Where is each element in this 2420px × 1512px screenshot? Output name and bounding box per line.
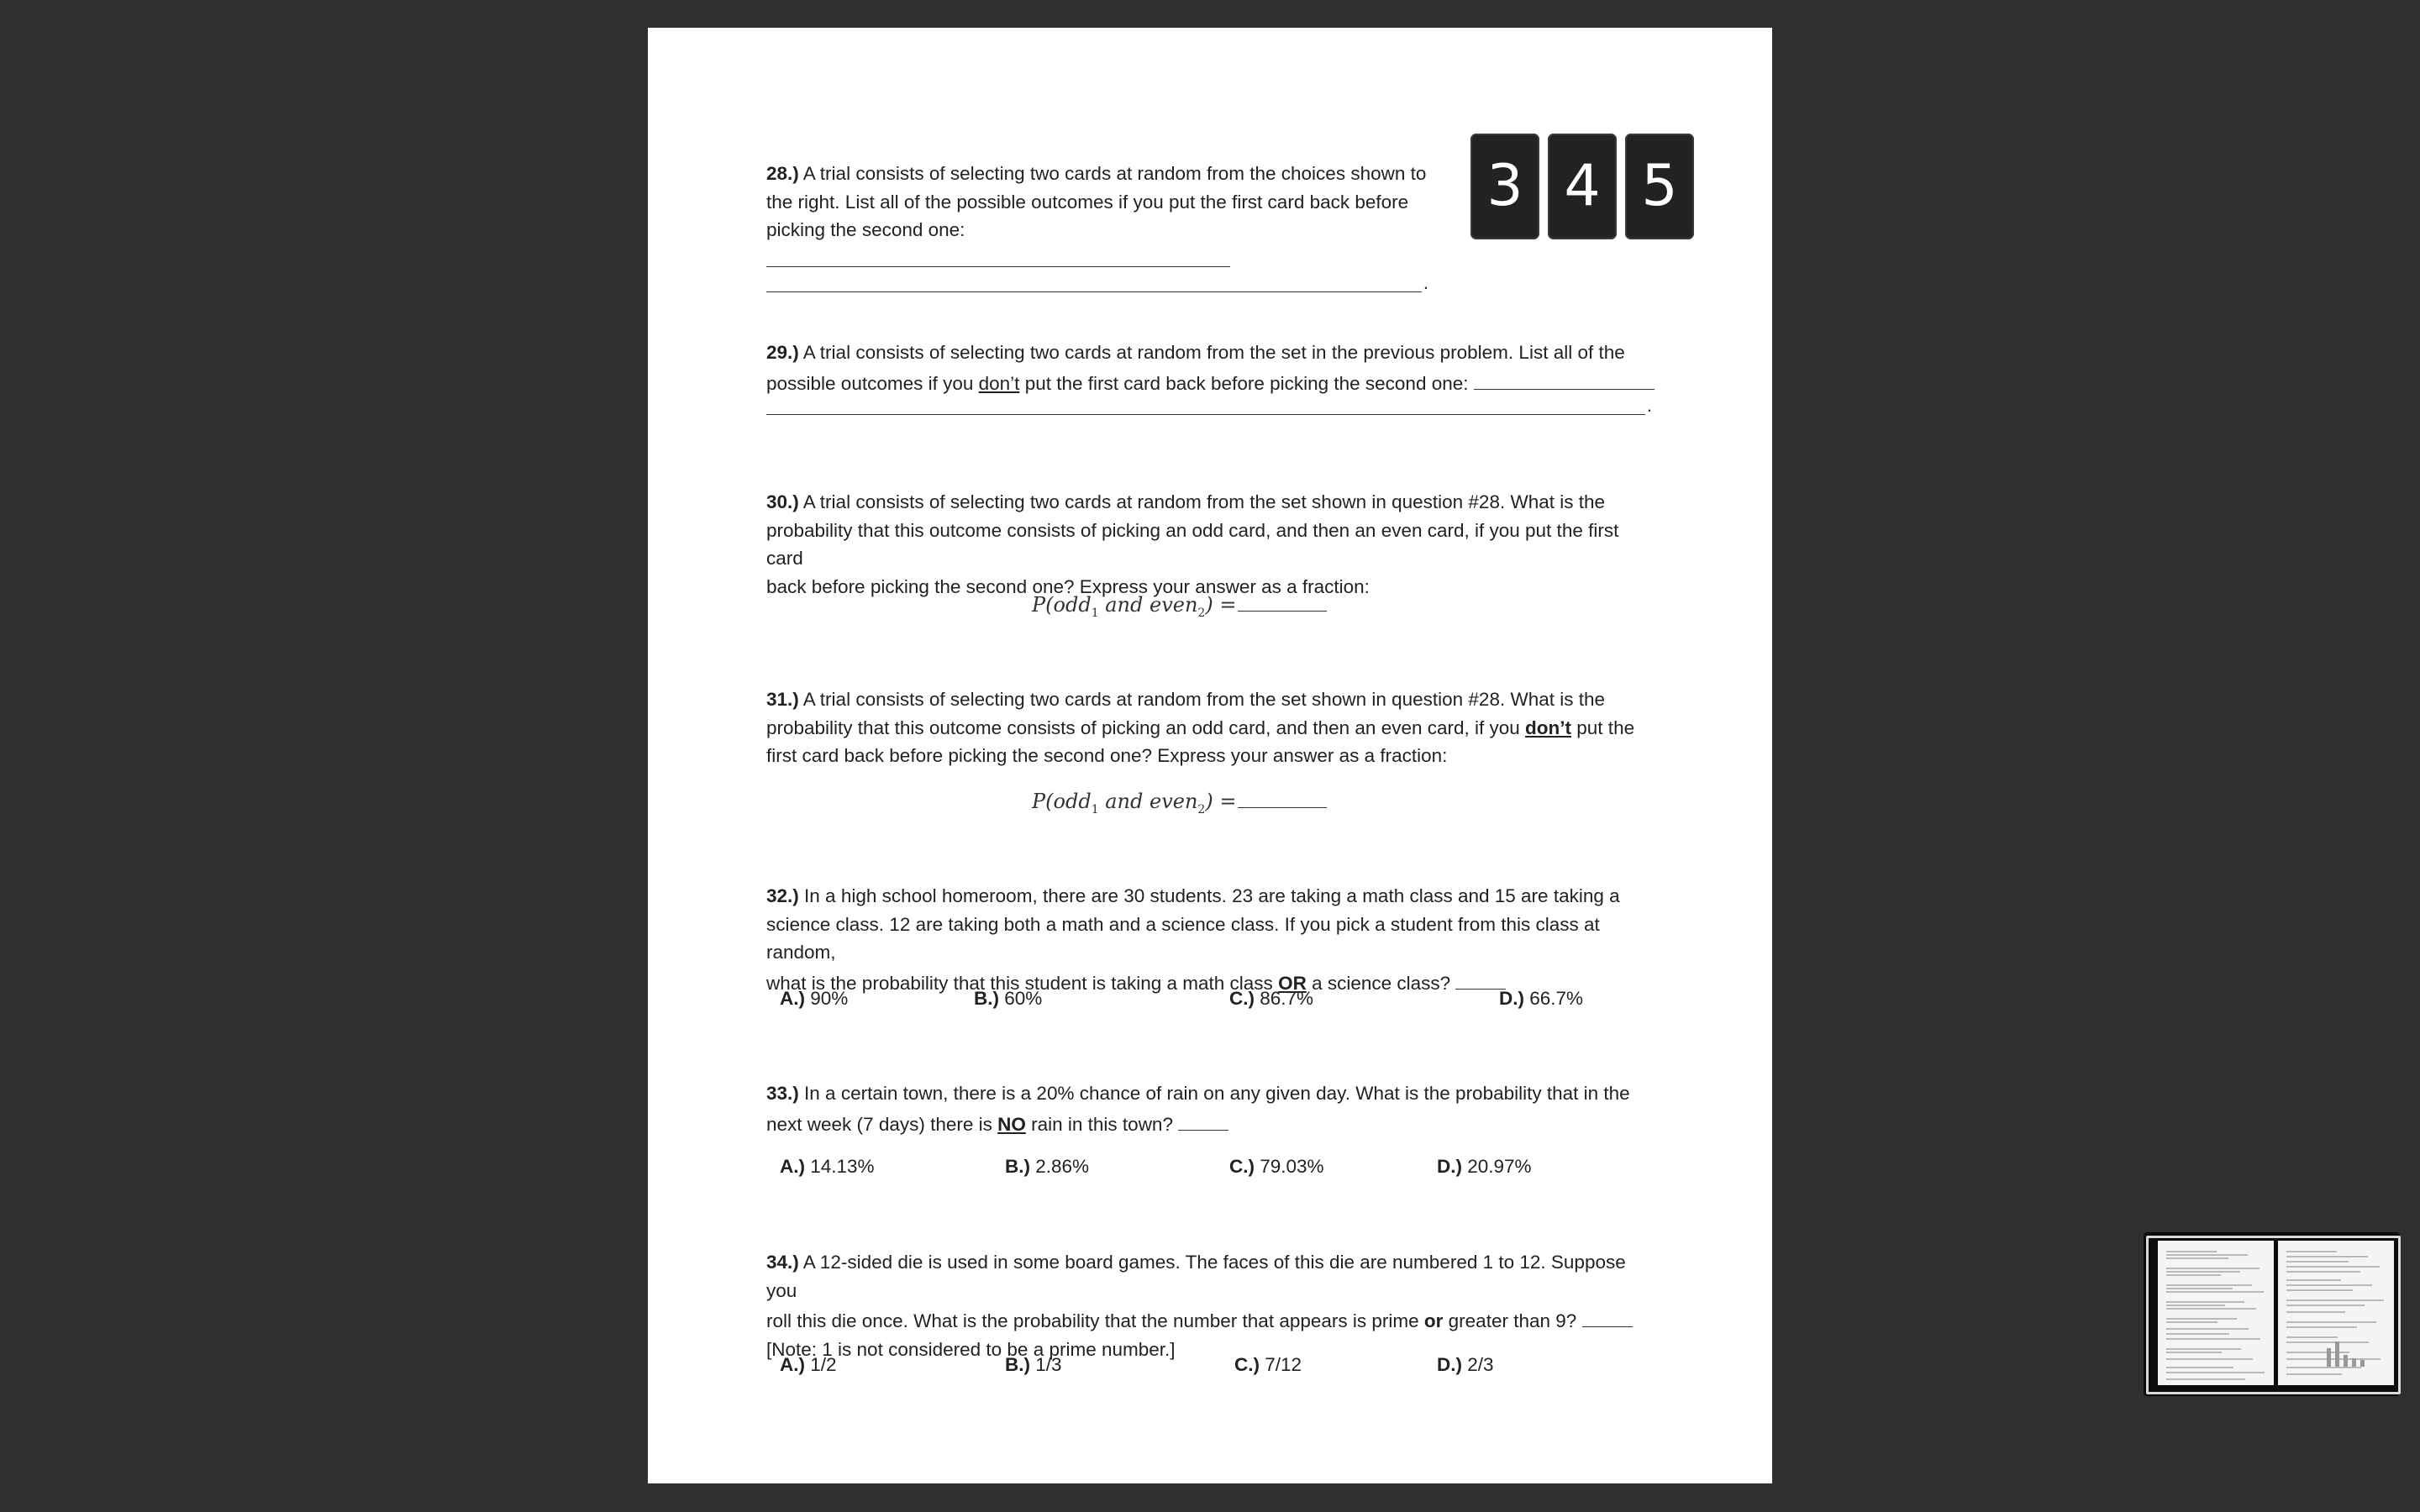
choice-a[interactable]: A.) 90% <box>780 988 849 1009</box>
question-text: In a high school homeroom, there are 30 students. 23 are taking a math class and 15 are taking a <box>798 885 1620 906</box>
question-text: picking the second one: <box>766 219 965 240</box>
emphasis-or: OR <box>1278 972 1307 994</box>
question-28 <box>766 160 1430 292</box>
question-text: A trial consists of selecting two cards at random from the set shown in question #28. What is the <box>798 491 1606 512</box>
answer-blank[interactable] <box>1582 1305 1633 1327</box>
question-text: the right. List all of the possible outcomes if you put the first card back before <box>766 191 1409 213</box>
emphasis-dont: don’t <box>1525 717 1572 738</box>
question-number: 34.) <box>766 1252 799 1273</box>
choice-b[interactable]: B.) 1/3 <box>1005 1354 1062 1375</box>
question-number: 31.) <box>766 689 799 710</box>
answer-blank[interactable] <box>1455 967 1506 990</box>
question-text: science class. 12 are taking both a math and a science class. If you pick a student from this class at random, <box>766 913 1600 963</box>
choice-c[interactable]: C.) 7/12 <box>1234 1354 1302 1375</box>
card-5: 5 <box>1625 134 1694 239</box>
question-text: first card back before picking the second one? Express your answer as a fraction: <box>766 745 1448 766</box>
choice-d[interactable]: D.) 2/3 <box>1437 1354 1494 1375</box>
question-text: A trial consists of selecting two cards at random from the choices shown to <box>798 163 1427 184</box>
choice-c[interactable]: C.) 86.7% <box>1229 988 1314 1009</box>
question-text: A 12-sided die is used in some board games. The faces of this die are numbered 1 to 12. Suppose you <box>766 1252 1626 1301</box>
choice-d[interactable]: D.) 66.7% <box>1499 988 1584 1009</box>
question-text: rain in this town? <box>1025 1113 1179 1135</box>
probability-formula: P(odd$_1$ and even$_2$) = <box>1032 789 1327 816</box>
choice-b[interactable]: B.) 2.86% <box>1005 1156 1090 1177</box>
page-navigator-thumbnail[interactable] <box>2144 1232 2400 1396</box>
answer-line[interactable]: . <box>766 275 1422 292</box>
emphasis-no: NO <box>997 1113 1026 1135</box>
question-text: next week (7 days) there is <box>766 1113 998 1135</box>
emphasis-or: or <box>1423 1310 1444 1331</box>
choice-a[interactable]: A.) 1/2 <box>780 1354 837 1375</box>
question-text: probability that this outcome consists of picking an odd card, and then an even card, if you <box>766 717 1526 738</box>
document-page <box>648 28 1772 1483</box>
question-29 <box>766 339 1657 415</box>
card-4: 4 <box>1548 134 1617 239</box>
question-30 <box>766 488 1657 601</box>
question-32 <box>766 882 1657 997</box>
question-31 <box>766 685 1657 770</box>
question-text: probability that this outcome consists of picking an odd card, and then an even card, if you put the first card <box>766 519 1619 569</box>
question-text: put the first card back before picking the second one: <box>1019 372 1474 394</box>
answer-line[interactable]: . <box>766 397 1645 415</box>
question-text: what is the probability that this student is taking a math class <box>766 972 1279 994</box>
answer-blank[interactable] <box>766 244 1230 267</box>
choice-a[interactable]: A.) 14.13% <box>780 1156 875 1177</box>
choice-c[interactable]: C.) 79.03% <box>1229 1156 1324 1177</box>
answer-blank[interactable] <box>1474 367 1655 390</box>
question-text: A trial consists of selecting two cards at random from the set in the previous problem. List all of the <box>798 342 1625 363</box>
choice-d[interactable]: D.) 20.97% <box>1437 1156 1532 1177</box>
question-33 <box>766 1079 1657 1138</box>
probability-formula: P(odd$_1$ and even$_2$) = <box>1032 592 1327 620</box>
card-3: 3 <box>1470 134 1539 239</box>
question-number: 30.) <box>766 491 799 512</box>
choice-b[interactable]: B.) 60% <box>974 988 1043 1009</box>
question-text: possible outcomes if you <box>766 372 979 394</box>
answer-blank[interactable] <box>1178 1108 1228 1131</box>
question-number: 33.) <box>766 1083 799 1104</box>
fraction-answer-blank[interactable] <box>1238 592 1327 612</box>
question-number: 28.) <box>766 163 799 184</box>
question-text: greater than 9? <box>1443 1310 1582 1331</box>
question-text: roll this die once. What is the probability that the number that appears is prime <box>766 1310 1424 1331</box>
question-text: put the <box>1571 717 1635 738</box>
question-text: back before picking the second one? Express your answer as a fraction: <box>766 575 1370 597</box>
question-number: 29.) <box>766 342 799 363</box>
question-note: [Note: 1 is not considered to be a prime number.] <box>766 1338 1176 1360</box>
question-text: In a certain town, there is a 20% chance of rain on any given day. What is the probability that in the <box>798 1083 1630 1104</box>
question-number: 32.) <box>766 885 799 906</box>
question-text: a science class? <box>1306 972 1456 994</box>
question-text: A trial consists of selecting two cards at random from the set shown in question #28. What is the <box>798 689 1606 710</box>
question-34 <box>766 1248 1657 1363</box>
fraction-answer-blank[interactable] <box>1238 789 1327 808</box>
viewport-indicator[interactable] <box>2146 1236 2401 1394</box>
emphasis-dont: don’t <box>978 372 1020 394</box>
